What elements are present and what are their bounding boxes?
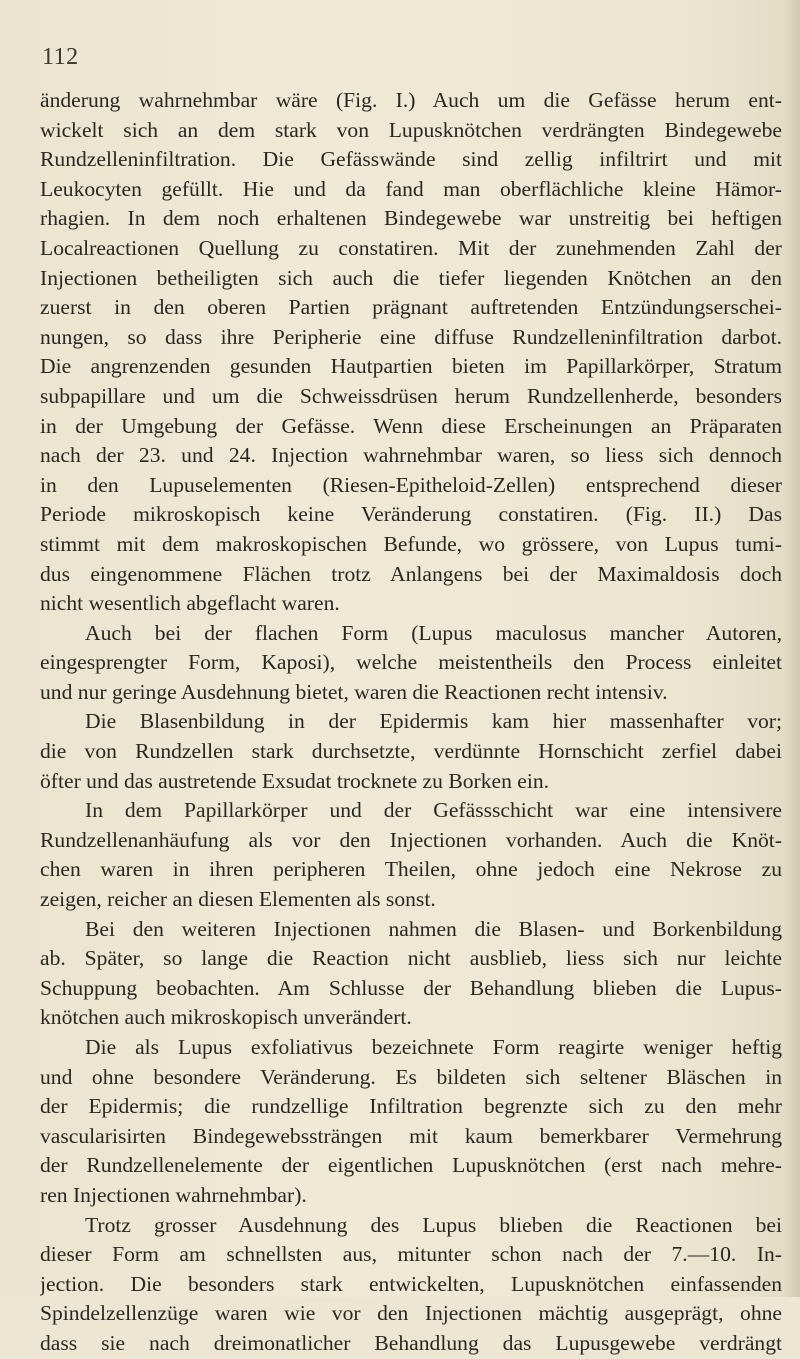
text-line: vascularisirten Bindegewebssträngen mit kaum bemerkbarer Vermehrung bbox=[40, 1123, 782, 1148]
text-line: Rundzellenanhäufung als vor den Injectionen vorhanden. Auch die Knöt- bbox=[40, 827, 782, 852]
text-line: Trotz grosser Ausdehnung des Lupus blieben die Reactionen bei bbox=[85, 1212, 782, 1237]
text-line: zeigen, reicher an diesen Elementen als sonst. bbox=[40, 887, 436, 912]
text-line: In dem Papillarkörper und der Gefässschicht war eine intensivere bbox=[85, 798, 782, 823]
text-line: Schuppung beobachten. Am Schlusse der Behandlung blieben die Lupus- bbox=[40, 975, 782, 1000]
text-line: Spindelzellenzüge waren wie vor den Injectionen mächtig ausgeprägt, ohne bbox=[40, 1301, 782, 1326]
text-line: stimmt mit dem makroskopischen Befunde, wo grössere, von Lupus tumi- bbox=[40, 531, 782, 556]
text-line: Periode mikroskopisch keine Veränderung constatiren. (Fig. II.) Das bbox=[40, 502, 782, 527]
text-line: ren Injectionen wahrnehmbar). bbox=[40, 1182, 307, 1207]
text-line: und nur geringe Ausdehnung bietet, waren die Reactionen recht intensiv. bbox=[40, 679, 668, 704]
text-line: der Epidermis; die rundzellige Infiltration begrenzte sich zu den mehr bbox=[40, 1094, 782, 1119]
text-line: Die als Lupus exfoliativus bezeichnete Form reagirte weniger heftig bbox=[85, 1035, 782, 1059]
text-line: Bei den weiteren Injectionen nahmen die Blasen- und Borkenbildung bbox=[85, 916, 782, 941]
text-line: und ohne besondere Veränderung. Es bildeten sich seltener Bläschen in bbox=[40, 1064, 782, 1089]
text-line: rhagien. In dem noch erhaltenen Bindegewebe war unstreitig bei heftigen bbox=[40, 206, 782, 231]
text-line: dass sie nach dreimonatlicher Behandlung das Lupusgewebe verdrängt bbox=[40, 1330, 782, 1355]
text-line: Localreactionen Quellung zu constatiren. Mit der zunehmenden Zahl der bbox=[40, 235, 782, 260]
text-line: der Rundzellenelemente der eigentlichen Lupusknötchen (erst nach mehre- bbox=[40, 1153, 782, 1178]
text-line: Injectionen betheiligten sich auch die tiefer liegenden Knötchen an den bbox=[40, 265, 782, 290]
text-line: nicht wesentlich abgeflacht waren. bbox=[40, 591, 340, 616]
text-line: änderung wahrnehmbar wäre (Fig. I.) Auch um die Gefässe herum ent- bbox=[40, 88, 782, 112]
text-line: wickelt sich an dem stark von Lupusknötchen verdrängten Bindegewebe bbox=[40, 117, 782, 142]
text-line: chen waren in ihren peripheren Theilen, ohne jedoch eine Nekrose zu bbox=[40, 857, 782, 882]
text-line: subpapillare und um die Schweissdrüsen herum Rundzellenherde, besonders bbox=[40, 383, 782, 408]
text-line: die von Rundzellen stark durchsetzte, verdünnte Hornschicht zerfiel dabei bbox=[40, 739, 782, 764]
text-line: in der Umgebung der Gefässe. Wenn diese Erscheinungen an Präparaten bbox=[40, 413, 782, 438]
text-line: Leukocyten gefüllt. Hie und da fand man oberflächliche kleine Hämor- bbox=[40, 176, 782, 201]
text-line: jection. Die besonders stark entwickelten, Lupusknötchen einfassenden bbox=[40, 1271, 782, 1296]
text-line: eingesprengter Form, Kaposi), welche meistentheils den Process einleitet bbox=[40, 650, 782, 675]
text-line: knötchen auch mikroskopisch unverändert. bbox=[40, 1005, 412, 1030]
text-line: dieser Form am schnellsten aus, mitunter schon nach der 7.—10. In- bbox=[40, 1242, 782, 1267]
text-line: nach der 23. und 24. Injection wahrnehmbar waren, so liess sich dennoch bbox=[40, 443, 782, 468]
page-number: 112 bbox=[42, 44, 79, 70]
text-line: in den Lupuselementen (Riesen-Epitheloid-Zellen) entsprechend dieser bbox=[40, 472, 782, 497]
text-line: zuerst in den oberen Partien prägnant auftretenden Entzündungserschei- bbox=[40, 295, 782, 320]
text-line: Rundzelleninfiltration. Die Gefässwände sind zellig infiltrirt und mit bbox=[40, 147, 782, 172]
text-line: öfter und das austretende Exsudat trocknete zu Borken ein. bbox=[40, 768, 550, 793]
page-edge-shadow bbox=[786, 0, 800, 1297]
text-line: ab. Später, so lange die Reaction nicht ausblieb, liess sich nur leichte bbox=[40, 946, 782, 971]
text-line: dus eingenommene Flächen trotz Anlangens bei der Maximaldosis doch bbox=[40, 561, 782, 586]
text-line: Auch bei der flachen Form (Lupus maculosus mancher Autoren, bbox=[85, 620, 782, 645]
text-line: Die angrenzenden gesunden Hautpartien bieten im Papillarkörper, Stratum bbox=[40, 354, 782, 379]
body-text bbox=[40, 86, 782, 1359]
text-line: Die Blasenbildung in der Epidermis kam hier massenhafter vor; bbox=[85, 709, 782, 734]
text-line: nungen, so dass ihre Peripherie eine diffuse Rundzelleninfiltration darbot. bbox=[40, 324, 782, 349]
